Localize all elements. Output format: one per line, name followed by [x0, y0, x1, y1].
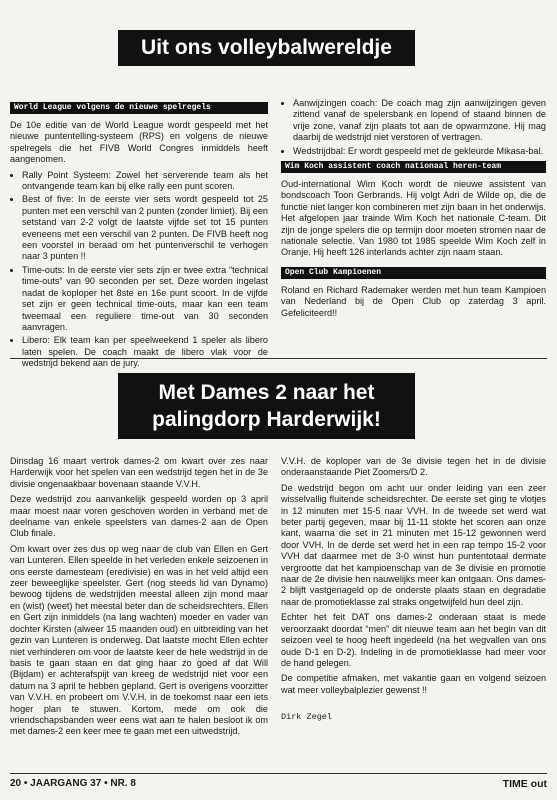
rules-list-part1 — [10, 170, 268, 370]
rule-item: • Libero: Elk team kan per speelweekend 1 speler als libero laten spelen. De coach maakt de libero vlak voor de wedstrijd bekend aan de jury. — [22, 335, 268, 369]
article2-title-banner — [118, 373, 415, 439]
rules-list-part2 — [281, 98, 546, 157]
article2-title-line2: palingdorp Harderwijk! — [152, 408, 381, 431]
section-divider — [10, 358, 547, 359]
wim-koch-text: Oud-international Wim Koch wordt de nieuwe assistent van bondscoach Toon Gerbrands. Hij volgt Adri de Wilde op, die de functie niet langer kon combineren met zijn baan in het onderwijs. Het afgelopen jaar trainde Wim Koch het nationale C-team. Dit zijn de jonge spelers die op termijn door moeten stromen naar de nationale selectie. Van 1980 tot 1985 speelde Wim Koch zelf in Oranje. Hij heeft 126 interlands achter zijn naam staan. — [281, 179, 546, 258]
article2-paragraph: Echter het feit DAT ons dames-2 onderaan staat is mede veroorzaakt doordat “men” dit nieuwe team aan het begin van dit seizoen veel te hoog heeft ingedeeld (na het wegvallen van ons oude D-1 en D-2). Indeling in de promotieklasse had meer voor de hand gelegen. — [281, 612, 546, 668]
article2-paragraph: Dinsdag 16 maart vertrok dames-2 om kwart over zes naar Harderwijk voor het spelen van een wedstrijd tegen het in de 3e divisie ongenaakbaar bovenaan staande V.V.H. — [10, 456, 268, 489]
rule-item: • Wedstrijdbal: Er wordt gespeeld met de gekleurde Mikasa-bal. — [293, 146, 546, 157]
article2-right-column — [281, 456, 546, 724]
article2-paragraph: Deze wedstrijd zou aanvankelijk gespeeld worden op 3 april maar moest naar voren geschoven worden in verband met de deelname van enkele speelsters van dames-2 aan de Open Club finale. — [10, 494, 268, 539]
rule-item: • Best of five: In de eerste vier sets wordt gespeeld tot 25 punten met een verschil van 2 punten (zonder limiet). Bij een setstand van 2-2 volgt de laatste vijfde set tot 15 punten eveneens met een verschil van 2 punten. De FIVB heeft nog een voorstel in beraad om het puntenverschil te verhogen naar 3 punten !! — [22, 194, 268, 262]
article1-left-column — [10, 98, 268, 374]
section-heading-wim-koch: Wim Koch assistent coach nationaal heren-team — [281, 161, 546, 173]
section-heading-world-league: World League volgens de nieuwe spelregels — [10, 102, 268, 114]
article2-paragraph: V.V.H. de koploper van de 3e divisie tegen het in de divisie onderaanstaande Piet Zoomers/D 2. — [281, 456, 546, 478]
article2-title-line1: Met Dames 2 naar het — [158, 381, 375, 404]
article1-right-column — [281, 98, 546, 323]
page-footer — [10, 778, 547, 792]
rule-item: • Time-outs: In de eerste vier sets zijn er twee extra “technical time-outs” van 90 seconden per set. Deze worden ingelast nadat de koploper het 8ste en 16e punt scoort. In de vijfde set zijn er geen technical time-outs, maar kan een team tweemaal een reguliere time-out van 30 seconden aanvragen. — [22, 265, 268, 333]
article-title-banner — [118, 30, 415, 66]
article2-paragraph: De competitie afmaken, met vakantie gaan en volgend seizoen wat meer volleybalplezier gewenst !! — [281, 673, 546, 695]
section-heading-open-club: Open Club Kampioenen — [281, 267, 546, 279]
article2-paragraph: Om kwart over zes dus op weg naar de club van Ellen en Gert van Lunteren. Ellen speelde in het verleden enkele seizoenen in ons eerste damesteam (eredivisie) en was in het veld altijd een zeer beweeglijke speelster. Gert (nog steeds lid van Dynamo) bewoog tijdens de wedstrijden meestal alleen zijn mond maar en (wist) (weet) het meestal beter dan de scheidsrechters. Ellen en Gert zijn inmiddels (na lang wachten) moeder en vader van dochter Kirsten (alweer 15 maanden oud) en uitbreiding van het gezin van Lunteren is onderweg. Dat laatste mocht Ellen echter niet verhinderen om voor de laatste keer de hele wedstrijd in de basis te gaan staan en dat ging haar zo goed af dat Will (Bijdam) er achterafspijt van kreeg de wedstrijd niet voor een datum na 3 april te hebben gepland. Gert is overigens voorzitter van V.V.H. en probeert om V.V.H. in de toekomst naar een iets hoger plan te stuwen. Kortom, mede om ook die vriendschapsbanden weer eens wat aan te halen besloot ik om met dames-2 een keer mee te gaan met een uitwedstrijd. — [10, 543, 268, 737]
article-title: Uit ons volleybalwereldje — [141, 36, 392, 59]
author-signature: Dirk Zegel — [281, 712, 333, 723]
world-league-intro: De 10e editie van de World League wordt gespeeld met het nieuwe puntentelling-systeem (RPS) en volgens de nieuwe spelregels die het FIVB World Congres inmiddels heeft aangenomen. — [10, 120, 268, 165]
article2-left-column — [10, 456, 268, 742]
footer-magazine-name: TIME out — [502, 778, 547, 790]
rule-item: • Rally Point Systeem: Zowel het serverende team als het ontvangende team kan bij elke rally een punt scoren. — [22, 170, 268, 193]
rule-item: • Aanwijzingen coach: De coach mag zijn aanwijzingen geven zittend vanaf de spelersbank en lopend of staand binnen de vrije zone, vanaf zijn plaats tot aan de opwarmzone. Hij mag daarbij de wedstrijd niet verstoren of vertragen. — [293, 98, 546, 144]
open-club-text: Roland en Richard Rademaker werden met hun team Kampioen van Nederland bij de Open Club op zaterdag 3 april. Gefeliciteerd!! — [281, 284, 546, 318]
article2-paragraph: De wedstrijd begon om acht uur onder leiding van een zeer wisselvallig fluitende scheidsrechter. De eerste set ging te vlotjes in 12 minuten met 15-5 naar VVH. In de tweede set werd wat beter partij gegeven, maar bij 11-11 stokte het scoren aan onze kant, waarna die set in 21 minuten met 15-12 gewonnen werd door VVH. In de derde set werd het in een rap tempo 15-2 voor VVH dat daarmee met de 3-0 winst hun puntentotaal dermate vergrootte dat het kampioenschap van de 3e divisie en promotie naar de 2e divisie hen nauwelijks meer kan ontgaan. Ons dames-2 blijft vastgenageld op de onderste plaats staan en degradatie naar de promotieklasse zal straks ongetwijfeld hun deel zijn. — [281, 482, 546, 607]
footer-rule — [10, 773, 547, 774]
footer-issue-info: 20 • JAARGANG 37 • NR. 8 — [10, 778, 136, 789]
